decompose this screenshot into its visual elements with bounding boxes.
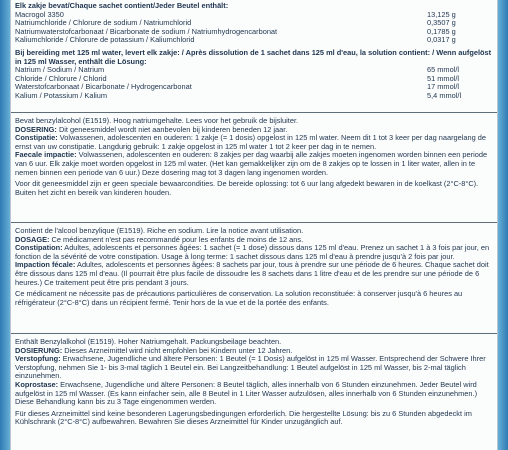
ion-concentration: 17 mmol/l [427,82,460,92]
ion-name: Natrium / Sodium / Natrium [15,65,105,75]
constipation-label: Constipation: [15,243,63,253]
section-divider [11,112,497,113]
ion-name: Waterstofcarbonaat / Bicarbonate / Hydrogencarbonat [15,82,192,92]
solution-row [15,92,493,101]
dutch-intro: Bevat benzylalcohol (E1519). Hoog natriumgehalte. Lees voor het gebruik de bijsluiter. [15,116,299,125]
ingredient-name: Natriumchloride / Chlorure de sodium / Natriumchlorid [15,18,192,28]
koprostase-label: Koprostase: [15,379,59,389]
ingredient-amount: 0,3507 g [427,18,456,28]
solution-header: Bij bereiding met 125 ml water, levert elk zakje: / Après dissolution de 1 sachet dans 125 ml d'eau, la solution contient: / Wenn aufgelöst in 125 ml Wasser, enthält die Lösung: [15,48,492,66]
section-divider [11,222,497,223]
constipation-text: Adultes, adolescents et personnes âgées: 1 sachet (= 1 dose) dissous dans 125 ml d'eau. Prenez un sachet 1 à 3 fois par jour, en fonction de la sévérité de votre constipation. Usage à long terme: 1 sachet dissous dans 125 ml d'eau à prendre jusqu'à 2 fois par jour. [15,243,490,261]
french-storage: Ce médicament ne nécessite pas de précautions particulières de conservation. La solution reconstituée: à conserver jusqu'à 6 heures au réfrigérateur (2°C-8°C) dans un récipient fermé. Tenir hors de la vue et de la portée des enfants. [15,289,463,307]
dutch-constipatie [15,134,493,151]
german-section [11,338,497,427]
constipatie-label: Constipatie: [15,133,58,143]
dosering-label: DOSERING: [15,124,57,134]
ingredient-amount: 13,125 g [427,9,456,19]
ion-concentration: 65 mmol/l [427,65,460,75]
french-constipation [15,244,493,261]
german-verstopfung [15,355,493,381]
dosage-label: DOSAGE: [15,234,50,244]
impactie-text: Volwassenen, adolescenten en ouderen: 8 zakjes per dag waarbij alle zakjes moeten ingenomen worden binnen een periode van 6 uur. Elk zakje moet worden opgelost in 125 ml water. (Het kan gemakkelijker zijn om de 8 zakjes op te lossen in 1 liter water, allen in te nemen binnen een periode van 6 uur.) Deze dosering mag tot 3 dagen lang ingenomen worden. [15,150,488,177]
ion-name: Kalium / Potassium / Kalium [15,90,108,100]
ion-concentration: 5,4 mmol/l [427,90,462,100]
constipatie-text: Volwassenen, adolescenten en ouderen: 1 zakje (= 1 dosis) opgelost in 125 ml water. Neem dit 1 tot 3 keer per dag naargelang de ernst van uw constipatie. Langdurig gebruik: 1 zakje opgelost in 125 ml water 1 tot 2 keer per dag in te nemen. [15,133,487,151]
dosage-text: Ce médicament n'est pas recommandé pour les enfants de moins de 12 ans. [49,234,304,244]
label-panel [10,0,498,450]
verstopfung-label: Verstopfung: [15,354,61,364]
ion-name: Chloride / Chlorure / Chlorid [15,73,107,83]
ingredient-amount: 0,0317 g [427,35,456,45]
ion-concentration: 51 mmol/l [427,73,460,83]
french-intro: Contient de l'alcool benzylique (E1519). Riche en sodium. Lire la notice avant utilisation. [15,226,304,235]
composition-section [11,2,497,45]
french-impaction [15,261,493,287]
impactie-label: Faecale impactie: [15,150,77,160]
composition-header: Elk zakje bevat/Chaque sachet contient/Jeder Beutel enthält: [15,1,229,10]
ingredient-name: Macrogol 3350 [15,9,64,19]
dutch-section [11,117,497,197]
ingredient-name: Natriumwaterstofcarbonaat / Bicarbonate de sodium / Natriumhydrogencarbonat [15,26,278,36]
german-intro: Enthält Benzylalkohol (E1519). Hoher Natriumgehalt. Packungsbeilage beachten. [15,337,282,346]
ingredient-amount: 0,1785 g [427,26,456,36]
dosierung-label: DOSIERUNG: [15,345,63,355]
impaction-label: Impaction fécale: [15,260,76,270]
dutch-storage: Voor dit geneesmiddel zijn er geen speciale bewaarcondities. De bereide oplossing: tot 6 uur lang afgedekt bewaren in de koelkast (2°C-8°C). Buiten het zicht en bereik van kinderen houden. [15,179,479,197]
koprostase-text: Erwachsene, Jugendliche und ältere Personen: 8 Beutel täglich, alles innerhalb von 6 Stunden einzunehmen. Jeder Beutel wird aufgelöst in 125 ml Wasser. (Es kann einfacher sein, alle 8 Beutel in 1 Liter Wasser aufzulösen, alles innerhalb von 6 Stunden einzunehmen.) Diese Behandlung kann bis zu 3 Tage eingenommen werden. [15,379,478,407]
german-koprostase [15,381,493,407]
section-divider [11,333,497,334]
dosierung-text: Dieses Arzneimittel wird nicht empfohlen bei Kindern unter 12 Jahren. [62,345,293,355]
german-storage: Für dieses Arzneimittel sind keine besonderen Lagerungsbedingungen erforderlich. Die hergestellte Lösung: bis zu 6 Stunden abgedeckt im Kühlschrank (2°C-8°C) aufbewahren. Bewahren Sie dieses Arzneimittel für Kinder unzugänglich auf. [15,408,472,427]
solution-section [11,49,497,101]
impaction-text: Adultes, adolescents et personnes âgées: 8 sachets par jour, tous à prendre sur une période de 6 heures. Chaque sachet doit être dissous dans 125 ml d'eau. (Il pourrait être plus facile de dissoudre les 8 sachets dans 1 litre d'eau et de les prendre sur une période de 6 heures.) Ce traitement peut être pris pendant 3 jours. [15,260,489,287]
french-section [11,227,497,307]
composition-row [15,36,493,45]
dutch-impactie [15,151,493,177]
verstopfung-text: Erwachsene, Jugendliche und ältere Personen: 1 Beutel (= 1 Dosis) aufgelöst in 125 ml Wasser. Entsprechend der Schwere Ihrer Verstopfung, nehmen Sie 1- bis 3-mal täglich 1 Beutel ein. Bei Langzeitbehandlung: 1 Beutel aufgelöst in 125 ml Wasser, bis 2-mal täglich einzunehmen. [15,354,486,381]
dosering-text: Dit geneesmiddel wordt niet aanbevolen bij kinderen beneden 12 jaar. [56,124,288,134]
ingredient-name: Kaliumchloride / Chlorure de potassium / Kaliumchlorid [15,35,195,45]
